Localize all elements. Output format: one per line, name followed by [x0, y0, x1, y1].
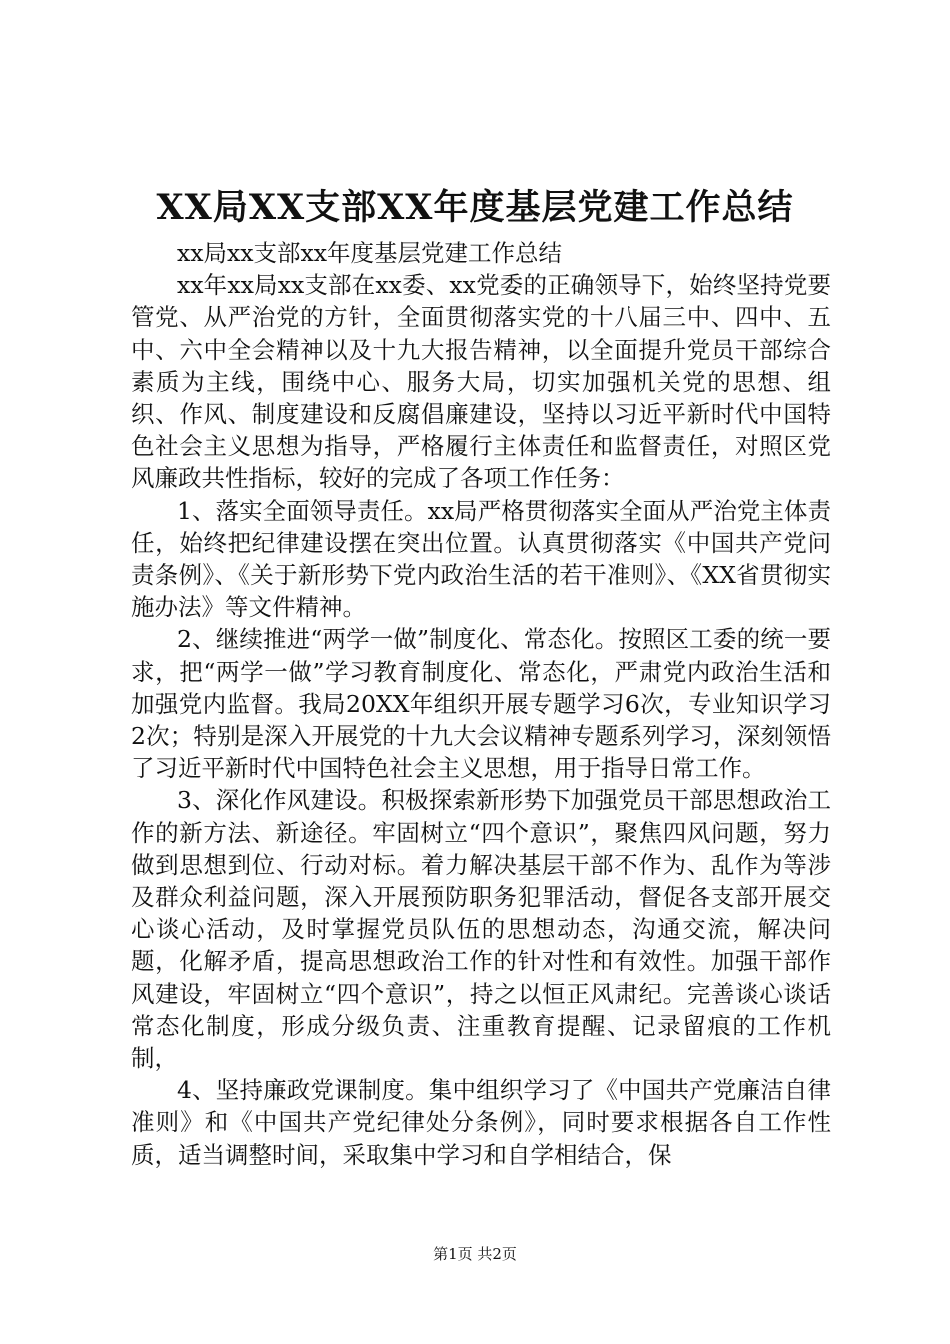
document-body: [131, 237, 831, 1171]
paragraph-intro: xx年xx局xx支部在xx委、xx党委的正确领导下，始终坚持党要管党、从严治党的方针，全面贯彻落实党的十八届三中、四中、五中、六中全会精神以及十九大报告精神，以全面提升党员干部综合素质为主线，围绕中心、服务大局，切实加强机关党的思想、组织、作风、制度建设和反腐倡廉建设，坚持以习近平新时代中国特色社会主义思想为指导，严格履行主体责任和监督责任，对照区党风廉政共性指标，较好的完成了各项工作任务：: [131, 271, 831, 493]
paragraph-item-1: 1、落实全面领导责任。xx局严格贯彻落实全面从严治党主体责任，始终把纪律建设摆在突出位置。认真贯彻落实《中国共产党问责条例》、《关于新形势下党内政治生活的若干准则》、《XX省贯彻实施办法》等文件精神。: [131, 496, 831, 622]
paragraph-subtitle: xx局xx支部xx年度基层党建工作总结: [177, 239, 563, 267]
paragraph-item-4: 4、坚持廉政党课制度。集中组织学习了《中国共产党廉洁自律准则》和《中国共产党纪律处分条例》，同时要求根据各自工作性质，适当调整时间，采取集中学习和自学相结合，保: [131, 1076, 831, 1169]
document-title: XX局XX支部XX年度基层党建工作总结: [156, 187, 794, 228]
page-footer: 第1页 共2页: [433, 1245, 517, 1263]
paragraph-item-2: 2、继续推进“两学一做”制度化、常态化。按照区工委的统一要求，把“两学一做”学习教育制度化、常态化，严肃党内政治生活和加强党内监督。我局20XX年组织开展专题学习6次，专业知识学习2次；特别是深入开展党的十九大会议精神专题系列学习，深刻领悟了习近平新时代中国特色社会主义思想，用于指导日常工作。: [131, 625, 831, 783]
paragraph-item-3: 3、深化作风建设。积极探索新形势下加强党员干部思想政治工作的新方法、新途径。牢固树立“四个意识”，聚焦四风问题，努力做到思想到位、行动对标。着力解决基层干部不作为、乱作为等涉及群众利益问题，深入开展预防职务犯罪活动，督促各支部开展交心谈心活动，及时掌握党员队伍的思想动态，沟通交流，解决问题，化解矛盾，提高思想政治工作的针对性和有效性。加强干部作风建设，牢固树立“四个意识”，持之以恒正风肃纪。完善谈心谈话常态化制度，形成分级负责、注重教育提醒、记录留痕的工作机制，: [131, 786, 831, 1073]
